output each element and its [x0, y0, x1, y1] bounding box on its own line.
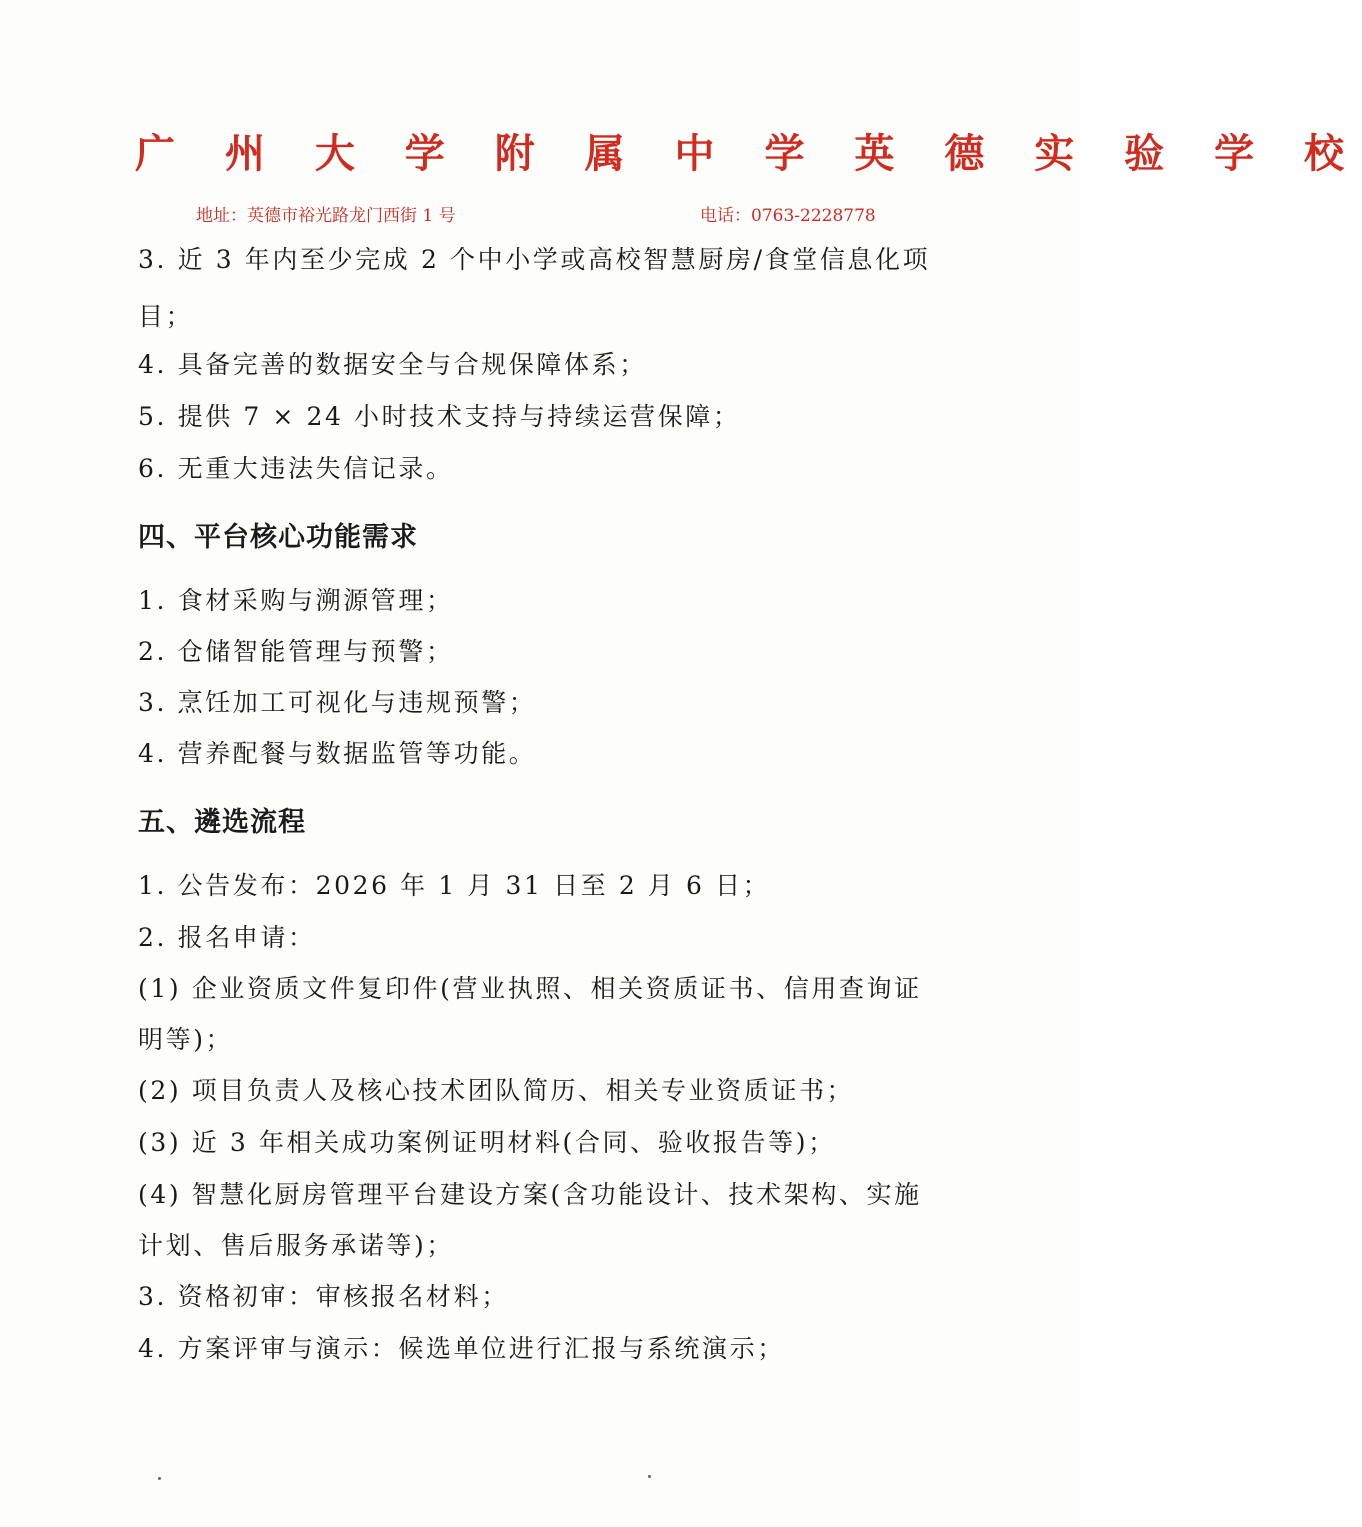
- scan-speck: [648, 1475, 651, 1478]
- letterhead-address: 地址：英德市裕光路龙门西街 1 号: [196, 206, 456, 226]
- requirement-line: 6. 无重大违法失信记录。: [138, 454, 454, 483]
- requirement-line: 目；: [138, 302, 194, 331]
- section-heading-functions: 四、平台核心功能需求: [138, 522, 418, 553]
- scan-speck: [158, 1477, 161, 1480]
- section-heading-process: 五、遴选流程: [138, 807, 306, 838]
- function-item: 4. 营养配餐与数据监管等功能。: [138, 739, 537, 768]
- process-item: 4. 方案评审与演示：候选单位进行汇报与系统演示；: [138, 1334, 785, 1363]
- letterhead-school-name: 广 州 大 学 附 属 中 学 英 德 实 验 学 校: [135, 131, 1362, 177]
- function-item: 2. 仓储智能管理与预警；: [138, 637, 454, 666]
- requirement-line: 5. 提供 7 × 24 小时技术支持与持续运营保障；: [138, 402, 741, 431]
- requirement-line: 3. 近 3 年内至少完成 2 个中小学或高校智慧厨房/食堂信息化项: [138, 245, 931, 274]
- letterhead-phone: 电话：0763-2228778: [700, 206, 876, 226]
- process-item: 明等)；: [138, 1025, 234, 1054]
- process-item: (3) 近 3 年相关成功案例证明材料(合同、验收报告等)；: [138, 1128, 836, 1157]
- process-item: (1) 企业资质文件复印件(营业执照、相关资质证书、信用查询证: [138, 974, 922, 1003]
- process-item: (4) 智慧化厨房管理平台建设方案(含功能设计、技术架构、实施: [138, 1180, 922, 1209]
- process-item: 1. 公告发布：2026 年 1 月 31 日至 2 月 6 日；: [138, 871, 771, 900]
- function-item: 1. 食材采购与溯源管理；: [138, 586, 454, 615]
- requirement-line: 4. 具备完善的数据安全与合规保障体系；: [138, 350, 647, 379]
- process-item: 2. 报名申请：: [138, 923, 316, 952]
- process-item: 计划、售后服务承诺等)；: [138, 1231, 454, 1260]
- process-item: 3. 资格初审：审核报名材料；: [138, 1282, 509, 1311]
- function-item: 3. 烹饪加工可视化与违规预警；: [138, 688, 537, 717]
- process-item: (2) 项目负责人及核心技术团队简历、相关专业资质证书；: [138, 1076, 855, 1105]
